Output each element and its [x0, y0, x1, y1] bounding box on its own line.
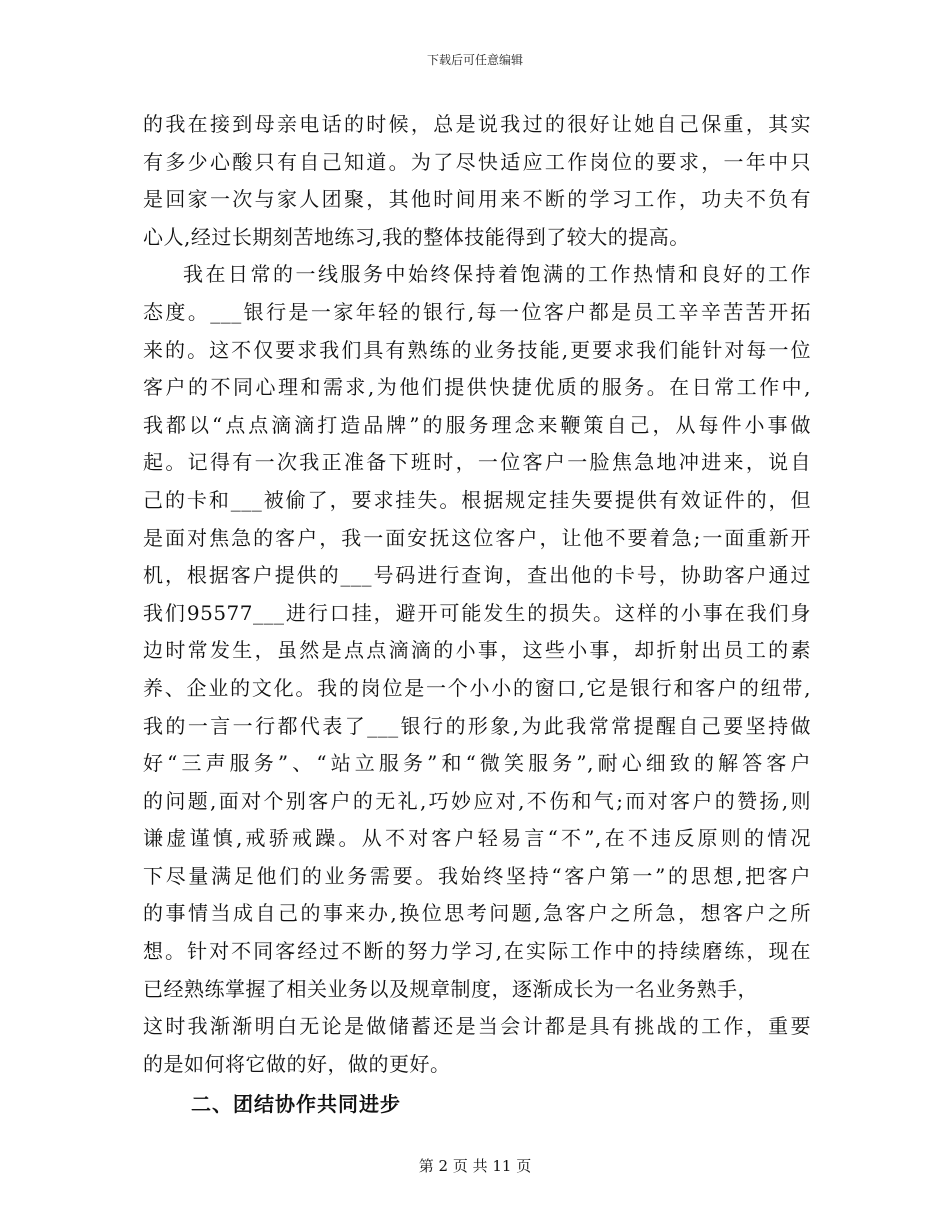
text-line: 养、企业的文化。我的岗位是一个小小的窗口,它是银行和客户的纽带, [143, 675, 811, 700]
text-line: 谦虚谨慎,戒骄戒躁。从不对客户轻易言“不”,在不违反原则的情况 [143, 826, 811, 851]
text-line: 心人,经过长期刻苦地练习,我的整体技能得到了较大的提高。 [143, 224, 690, 249]
text-line: 我在日常的一线服务中始终保持着饱满的工作热情和良好的工作 [183, 262, 811, 287]
text-line: 是回家一次与家人团聚，其他时间用来不断的学习工作，功夫不负有 [143, 187, 811, 212]
paragraph-continuation [143, 106, 811, 256]
text-line: 好“三声服务”、“站立服务”和“微笑服务”,耐心细致的解答客户 [143, 751, 811, 776]
paragraph-service-attitude [143, 256, 811, 1083]
text-line: 边时常发生，虽然是点点滴滴的小事，这些小事，却折射出员工的素 [143, 638, 811, 663]
text-line: 有多少心酸只有自己知道。为了尽快适应工作岗位的要求，一年中只 [143, 149, 811, 174]
text-line: 的问题,面对个别客户的无礼,巧妙应对,不伤和气;而对客户的赞扬,则 [143, 788, 811, 813]
text-line: 的事情当成自己的事来办,换位思考问题,急客户之所急，想客户之所 [143, 901, 811, 926]
page-number-footer: 第 2 页 共 11 页 [418, 1157, 532, 1175]
text-line: 我们95577___进行口挂，避开可能发生的损失。这样的小事在我们身 [143, 600, 811, 625]
text-line: 起。记得有一次我正准备下班时，一位客户一脸焦急地冲进来，说自 [143, 450, 811, 475]
document-body [143, 106, 811, 1124]
text-line: 机，根据客户提供的___号码进行查询，查出他的卡号，协助客户通过 [143, 563, 811, 588]
text-line: 已经熟练掌握了相关业务以及规章制度，逐渐成长为一名业务熟手， [143, 976, 758, 1001]
text-line: 想。针对不同客经过不断的努力学习,在实际工作中的持续磨练，现在 [143, 939, 811, 964]
page-header-note: 下载后可任意编辑 [426, 53, 523, 67]
text-line: 的是如何将它做的好，做的更好。 [143, 1051, 451, 1076]
text-line: 下尽量满足他们的业务需要。我始终坚持“客户第一”的思想,把客户 [143, 863, 811, 888]
text-line: 这时我渐渐明白无论是做储蓄还是当会计都是具有挑战的工作，重要 [143, 1014, 811, 1039]
text-line: 客户的不同心理和需求,为他们提供快捷优质的服务。在日常工作中, [143, 375, 811, 400]
text-line: 是面对焦急的客户，我一面安抚这位客户，让他不要着急;一面重新开 [143, 525, 811, 550]
text-line: 我都以“点点滴滴打造品牌”的服务理念来鞭策自己，从每件小事做 [143, 412, 811, 437]
text-line: 态度。___银行是一家年轻的银行,每一位客户都是员工辛辛苦苦开拓 [143, 299, 811, 324]
text-line: 己的卡和___被偷了，要求挂失。根据规定挂失要提供有效证件的，但 [143, 487, 811, 512]
text-line: 的我在接到母亲电话的时候，总是说我过的很好让她自己保重，其实 [143, 112, 811, 136]
text-line: 我的一言一行都代表了___银行的形象,为此我常常提醒自己要坚持做 [143, 713, 811, 738]
section-heading: 二、团结协作共同进步 [191, 1092, 401, 1117]
text-line: 来的。这不仅要求我们具有熟练的业务技能,更要求我们能针对每一位 [143, 337, 811, 362]
